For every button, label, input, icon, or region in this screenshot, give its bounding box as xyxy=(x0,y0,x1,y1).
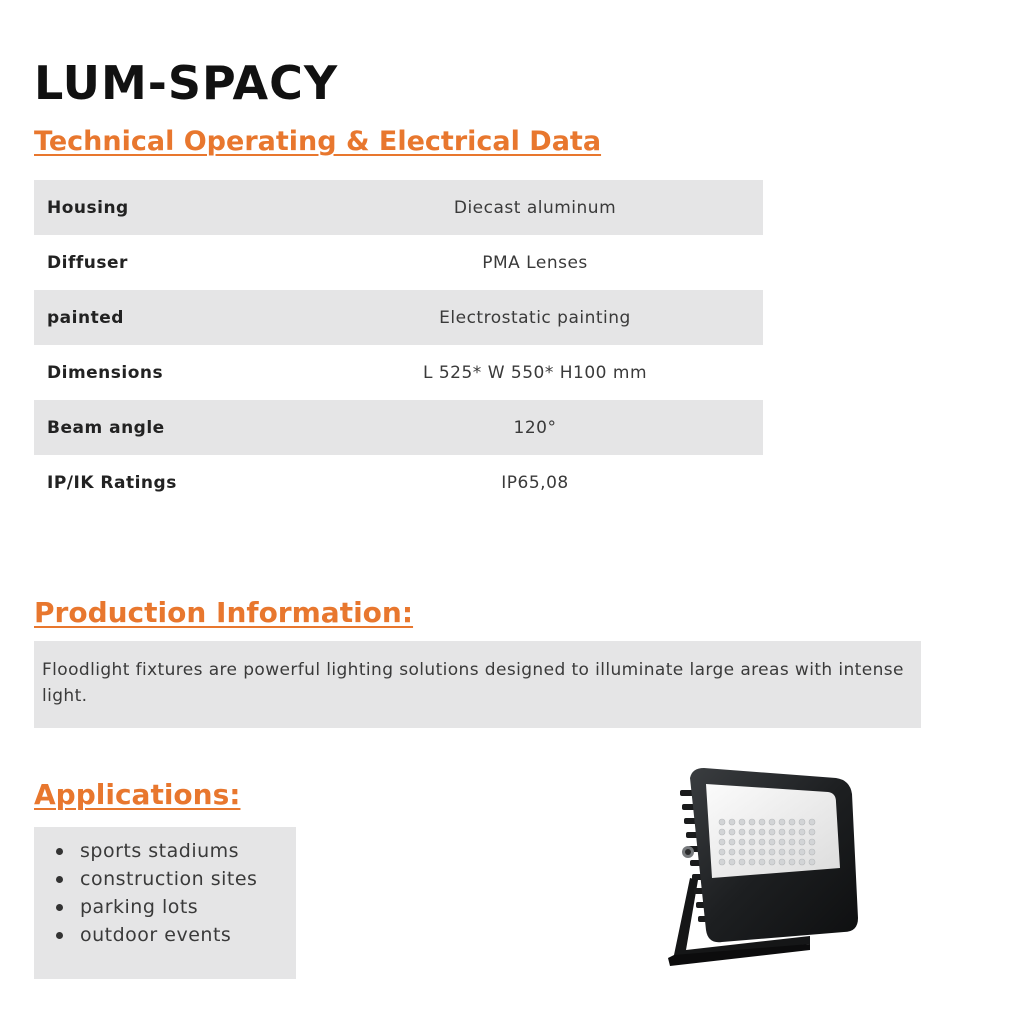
spec-label: Beam angle xyxy=(47,417,165,438)
spec-row-dimensions xyxy=(34,345,763,400)
technical-data-heading: Technical Operating & Electrical Data xyxy=(34,126,602,157)
bullet-icon xyxy=(56,932,63,939)
spec-label: Housing xyxy=(47,197,129,218)
bullet-icon xyxy=(56,876,63,883)
spec-value: Electrostatic painting xyxy=(439,307,631,328)
floodlight-fixture-icon xyxy=(660,760,870,980)
applications-box xyxy=(34,827,296,979)
list-item xyxy=(34,893,296,921)
production-info-text: Floodlight fixtures are powerful lighting solutions designed to illuminate large areas with intense light. xyxy=(34,641,921,728)
list-item xyxy=(34,921,296,949)
spec-row-diffuser xyxy=(34,235,763,290)
bullet-icon xyxy=(56,848,63,855)
application-label: parking lots xyxy=(80,896,199,918)
spec-row-housing xyxy=(34,180,763,235)
product-title: LUM-SPACY xyxy=(34,56,339,110)
application-label: outdoor events xyxy=(80,924,232,946)
production-info-heading: Production Information: xyxy=(34,596,414,629)
bullet-icon xyxy=(56,904,63,911)
spec-row-beam-angle xyxy=(34,400,763,455)
spec-label: Diffuser xyxy=(47,252,128,273)
spec-table xyxy=(34,180,763,510)
spec-label: IP/IK Ratings xyxy=(47,472,177,493)
application-label: sports stadiums xyxy=(80,840,240,862)
list-item xyxy=(34,865,296,893)
applications-heading: Applications: xyxy=(34,778,241,811)
spec-label: painted xyxy=(47,307,124,328)
spec-value: PMA Lenses xyxy=(482,252,588,273)
applications-list xyxy=(34,837,296,949)
spec-value: L 525* W 550* H100 mm xyxy=(422,362,648,383)
spec-row-ip-ik xyxy=(34,455,763,510)
spec-value: IP65,08 xyxy=(501,472,569,493)
spec-label: Dimensions xyxy=(47,362,164,383)
list-item xyxy=(34,837,296,865)
application-label: construction sites xyxy=(80,868,258,890)
spec-value: Diecast aluminum xyxy=(453,197,617,218)
spec-value: 120° xyxy=(513,417,557,438)
spec-row-painted xyxy=(34,290,763,345)
